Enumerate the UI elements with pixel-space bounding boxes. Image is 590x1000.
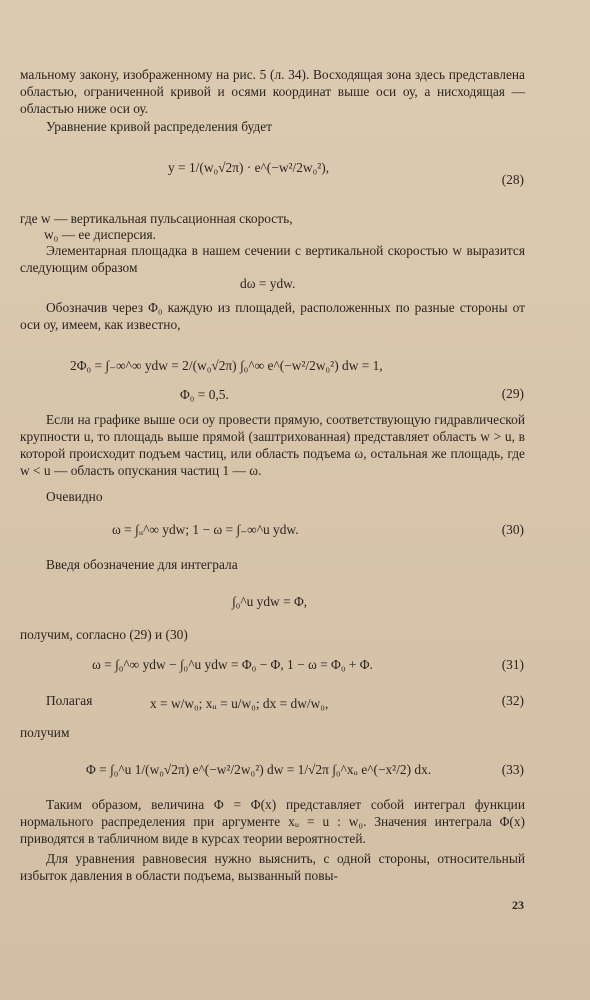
paragraph-6: Если на графике выше оси оу провести прямую, соответствующую гидравлической крупности u, то площадь выше прямой (заштрихованная) представляет область w > u, в которой происходит подъем частиц, или область подъема ω, остальная же площадь, где w < u — область опускания частиц 1 — ω.: [20, 412, 525, 478]
equation-number-29: (29): [501, 386, 524, 401]
paragraph-5: Обозначив через Φ₀ каждую из площадей, расположенных по разные стороны от оси оу, имеем, как известно,: [20, 300, 525, 332]
equation-number-30: (30): [501, 522, 524, 537]
paragraph-4: Элементарная площадка в нашем сечении с вертикальной скоростью w выразится следующим образом: [20, 243, 525, 275]
equation-29a: 2Φ₀ = ∫₋∞^∞ ydw = 2/(w₀√2π) ∫₀^∞ e^(−w²/2w₀²) dw = 1,: [70, 358, 383, 373]
paragraph-11: получим: [20, 725, 70, 740]
paragraph-13: Для уравнения равновесия нужно выяснить, с одной стороны, относительный избыток давления в области подъема, вызванный повы-: [20, 851, 525, 883]
paragraph-7: Очевидно: [46, 489, 103, 504]
equation-number-28: (28): [501, 172, 524, 187]
equation-31: ω = ∫₀^∞ ydw − ∫₀^u ydw = Φ₀ − Φ, 1 − ω = Φ₀ + Φ.: [92, 657, 373, 672]
paragraph-10: Полагая: [46, 693, 93, 708]
equation-dw: dω = ydw.: [240, 276, 296, 291]
equation-30: ω = ∫ᵤ^∞ ydw; 1 − ω = ∫₋∞^u ydw.: [112, 522, 299, 537]
paragraph-1: мальному закону, изображенному на рис. 5 (л. 34). Восходящая зона здесь представлена областью, ограниченной кривой и осями координат выше оси оу, а нисходящая — областью ниже оси оу.: [20, 67, 525, 116]
page-number: 23: [512, 898, 524, 912]
paragraph-12: Таким образом, величина Φ = Φ(x) представляет собой интеграл функции нормального распределения при аргументе xᵤ = u : w₀. Значения интеграла Φ(x) приводятся в табличном виде в курсах теории вероятностей.: [20, 797, 525, 846]
equation-32: x = w/w₀; xᵤ = u/w₀; dx = dw/w₀,: [150, 696, 329, 711]
paragraph-8: Введя обозначение для интеграла: [46, 557, 238, 572]
paragraph-2: Уравнение кривой распределения будет: [46, 119, 272, 134]
equation-number-31: (31): [501, 657, 524, 672]
equation-number-32: (32): [501, 693, 524, 708]
paragraph-3a: где w — вертикальная пульсационная скорость,: [20, 211, 293, 226]
equation-28: y = 1/(w₀√2π) · e^(−w²/2w₀²),: [168, 160, 330, 175]
paragraph-3b: w₀ — ее дисперсия.: [44, 227, 157, 242]
equation-33: Φ = ∫₀^u 1/(w₀√2π) e^(−w²/2w₀²) dw = 1/√2π ∫₀^xᵤ e^(−x²/2) dx.: [86, 762, 432, 777]
equation-definition: ∫₀^u ydw = Φ,: [232, 594, 308, 609]
paragraph-9: получим, согласно (29) и (30): [20, 627, 188, 642]
equation-number-33: (33): [501, 762, 524, 777]
equation-29b: Φ₀ = 0,5.: [180, 387, 229, 402]
